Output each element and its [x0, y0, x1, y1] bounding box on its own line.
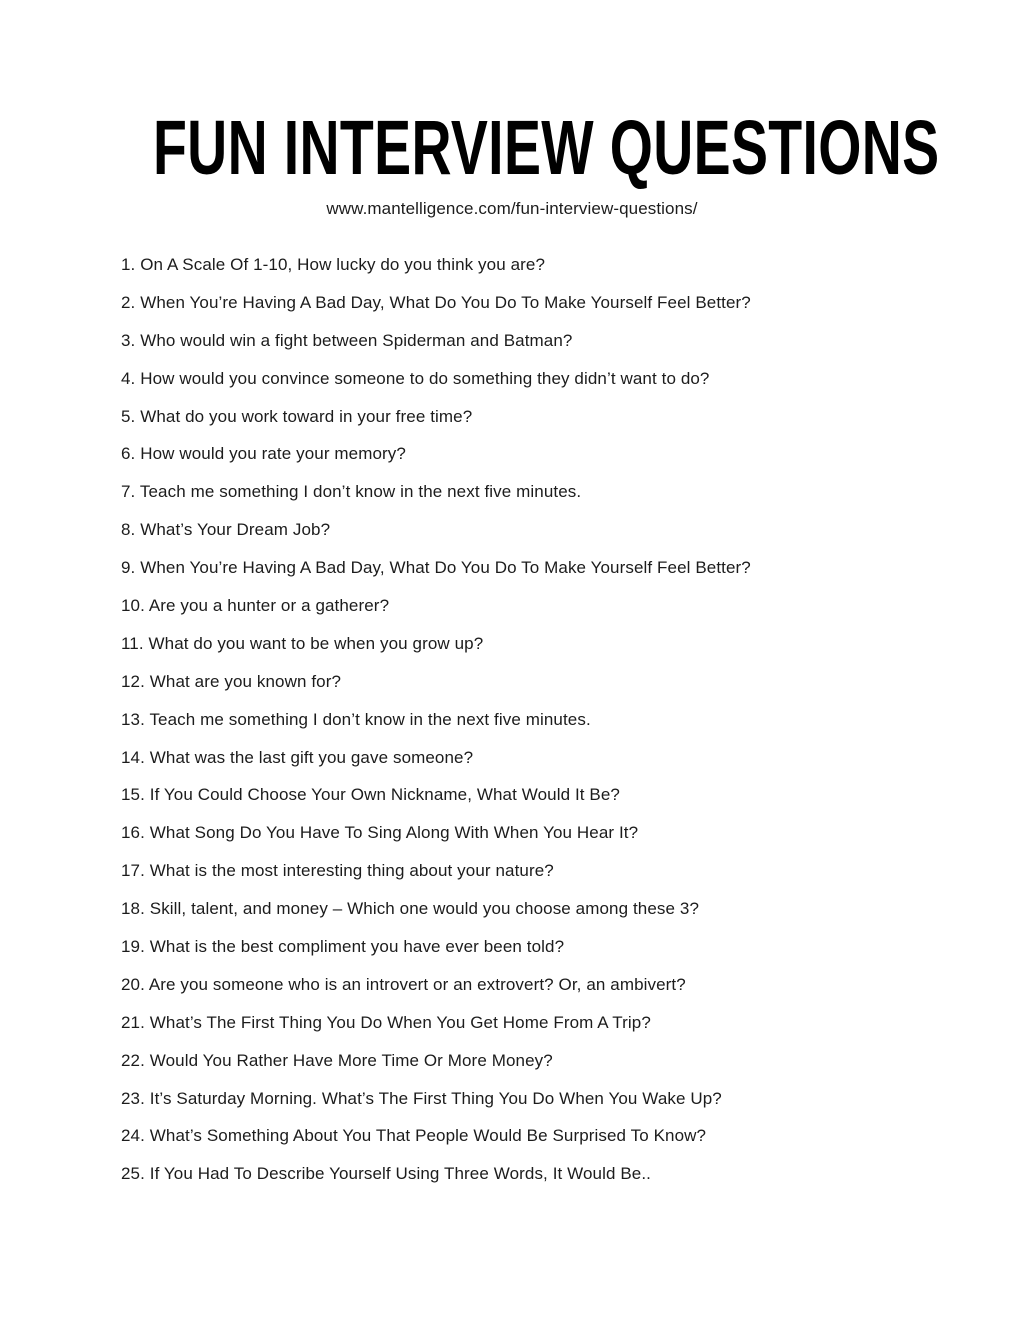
question-item: 13. Teach me something I don’t know in the next five minutes.	[121, 709, 591, 729]
source-url-container	[0, 199, 1024, 219]
title-container	[0, 0, 1024, 191]
question-item: 2. When You’re Having A Bad Day, What Do You Do To Make Yourself Feel Better?	[121, 292, 751, 312]
question-item: 8. What’s Your Dream Job?	[121, 520, 331, 540]
question-item: 20. Are you someone who is an introvert or an extrovert? Or, an ambivert?	[121, 974, 686, 994]
question-item: 17. What is the most interesting thing about your nature?	[121, 861, 554, 881]
question-item: 15. If You Could Choose Your Own Nickname, What Would It Be?	[121, 785, 620, 805]
question-item: 21. What’s The First Thing You Do When You Get Home From A Trip?	[121, 1012, 651, 1032]
question-item: 16. What Song Do You Have To Sing Along With When You Hear It?	[121, 823, 639, 843]
question-item: 10. Are you a hunter or a gatherer?	[121, 596, 390, 616]
question-item: 22. Would You Rather Have More Time Or More Money?	[121, 1050, 553, 1070]
question-item: 5. What do you work toward in your free time?	[121, 406, 473, 426]
question-item: 25. If You Had To Describe Yourself Using Three Words, It Would Be..	[121, 1164, 652, 1184]
question-item: 19. What is the best compliment you have ever been told?	[121, 937, 565, 957]
questions-list	[0, 255, 1024, 1185]
page-title: FUN INTERVIEW QUESTIONS	[152, 105, 940, 191]
source-url: www.mantelligence.com/fun-interview-questions/	[326, 199, 698, 218]
question-item: 24. What’s Something About You That People Would Be Surprised To Know?	[121, 1126, 707, 1146]
question-item: 23. It’s Saturday Morning. What’s The First Thing You Do When You Wake Up?	[121, 1088, 722, 1108]
question-item: 9. When You’re Having A Bad Day, What Do You Do To Make Yourself Feel Better?	[121, 558, 751, 578]
question-item: 1. On A Scale Of 1-10, How lucky do you think you are?	[121, 255, 546, 274]
question-item: 12. What are you known for?	[121, 671, 342, 691]
question-item: 6. How would you rate your memory?	[121, 444, 406, 464]
question-item: 3. Who would win a fight between Spiderman and Batman?	[121, 330, 573, 350]
question-item: 14. What was the last gift you gave someone?	[121, 747, 474, 767]
question-item: 18. Skill, talent, and money – Which one would you choose among these 3?	[121, 899, 699, 919]
question-item: 7. Teach me something I don’t know in the next five minutes.	[121, 482, 582, 502]
question-item: 4. How would you convince someone to do something they didn’t want to do?	[121, 368, 710, 388]
question-item: 11. What do you want to be when you grow up?	[121, 633, 484, 653]
